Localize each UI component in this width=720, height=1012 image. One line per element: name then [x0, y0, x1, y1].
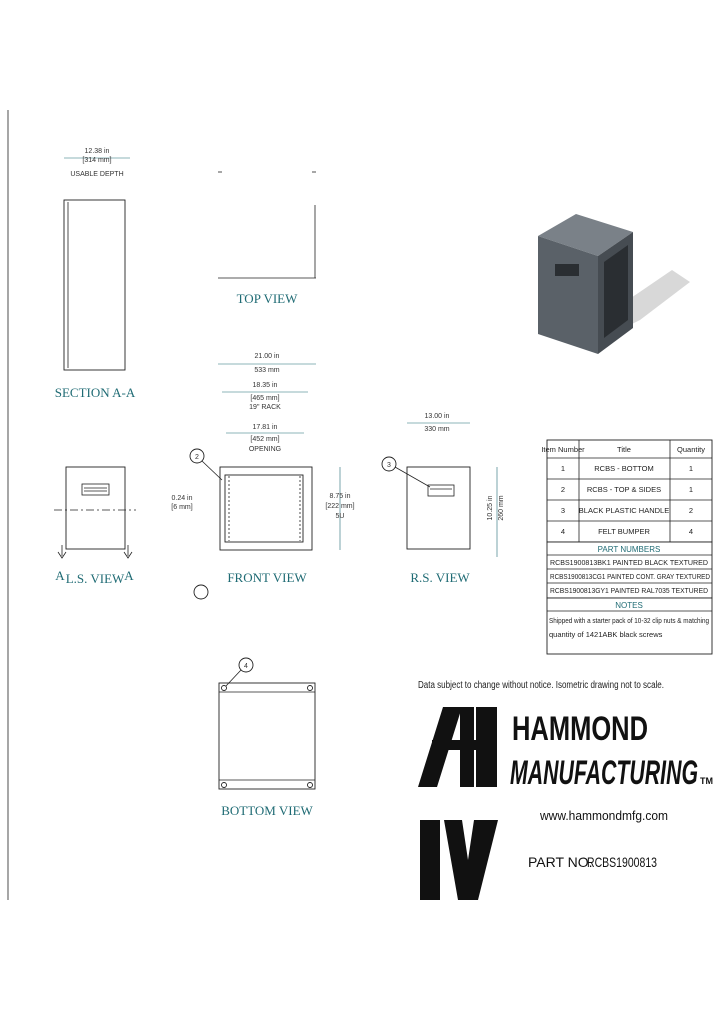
parts-table	[541, 440, 712, 542]
bottom-balloon-number: 4	[244, 663, 248, 670]
part-no-label: PART NO.	[528, 854, 593, 870]
website-url: www.hammondmfg.com	[539, 808, 668, 823]
side-offset-mm: [6 mm]	[171, 504, 193, 511]
height-units: 5U	[335, 513, 345, 520]
parts-header-item: Item Number	[541, 445, 585, 454]
section-marker-left: A	[55, 568, 65, 583]
front-opening	[225, 475, 303, 542]
ls-view-label: L.S. VIEW	[65, 571, 125, 586]
rs-handle-icon	[428, 485, 454, 496]
notes-title: NOTES	[615, 601, 643, 610]
enclosure-handle-icon	[555, 264, 579, 276]
section-marker-right: A	[124, 568, 134, 583]
hammond-logo	[418, 707, 498, 900]
part-number-row: RCBS1900813GY1 PAINTED RAL7035 TEXTURED	[550, 586, 709, 595]
parts-cell: BLACK PLASTIC HANDLE	[578, 506, 670, 515]
enclosure-side	[538, 236, 598, 354]
depth-in: 13.00 in	[424, 413, 450, 420]
top-view	[218, 172, 316, 306]
logo-stroke	[444, 820, 498, 900]
isometric-enclosure	[538, 214, 690, 354]
brand-name-line1: HAMMOND	[512, 710, 648, 748]
height-in: 8.75 in	[329, 493, 351, 500]
rail-width-mm: [465 mm]	[250, 395, 280, 402]
usable-depth-in: 12.38 in	[84, 148, 110, 155]
rail-width-in: 18.35 in	[252, 382, 278, 389]
rs-view	[382, 413, 505, 585]
section-view-label: SECTION A-A	[54, 385, 136, 400]
overall-width-mm: 533 mm	[254, 367, 280, 374]
section-arrow-left-icon	[58, 545, 66, 558]
side-offset-in: 0.24 in	[171, 495, 193, 502]
notes-line: Shipped with a starter pack of 10-32 clip nuts & matching	[549, 616, 709, 625]
parts-cell: 4	[560, 527, 566, 536]
part-number-row: RCBS1900813BK1 PAINTED BLACK TEXTURED	[550, 558, 709, 567]
trademark: TM	[700, 776, 713, 786]
bottom-body	[219, 683, 315, 789]
parts-cell: FELT BUMPER	[598, 527, 650, 536]
opening-mm: [452 mm]	[250, 436, 280, 443]
front-balloon-number: 2	[195, 454, 199, 461]
part-numbers-table	[547, 542, 712, 598]
parts-cell: 2	[560, 485, 566, 494]
parts-cell: 1	[688, 464, 694, 473]
logo-stroke	[420, 820, 440, 900]
depth-mm: 330 mm	[424, 426, 450, 433]
bottom-view-label: BOTTOM VIEW	[221, 803, 313, 818]
top-view-label: TOP VIEW	[236, 291, 298, 306]
part-no-value: RCBS1900813	[587, 854, 658, 870]
logo-crossbar	[432, 740, 496, 750]
front-balloon-leader	[202, 461, 222, 480]
rs-height-in: 10.25 in	[487, 495, 494, 521]
section-a-a-view	[55, 148, 136, 400]
parts-cell: RCBS - TOP & SIDES	[586, 485, 662, 494]
opening-label: OPENING	[248, 446, 282, 453]
section-body	[64, 200, 125, 370]
parts-cell: 1	[688, 485, 694, 494]
part-numbers-title: PART NUMBERS	[597, 545, 661, 554]
notes-box	[547, 598, 712, 654]
part-number-row: RCBS1900813CG1 PAINTED CONT. GRAY TEXTURED	[550, 572, 711, 581]
front-view	[171, 449, 354, 599]
felt-bumper-icon	[308, 783, 313, 788]
opening-in: 17.81 in	[252, 424, 278, 431]
overall-width-in: 21.00 in	[254, 353, 280, 360]
ls-body	[66, 467, 125, 549]
felt-bumper-icon	[222, 686, 227, 691]
parts-cell: 2	[688, 506, 694, 515]
usable-depth-mm: [314 mm]	[82, 157, 112, 164]
ls-handle-icon	[82, 484, 109, 495]
parts-header-title: Title	[617, 445, 631, 454]
parts-cell: RCBS - BOTTOM	[594, 464, 654, 473]
rs-view-label: R.S. VIEW	[410, 570, 470, 585]
felt-bumper-icon	[222, 783, 227, 788]
notes-line: quantity of 1421ABK black screws	[549, 630, 663, 639]
ls-view	[54, 467, 136, 586]
rs-balloon-number: 3	[387, 462, 391, 469]
parts-cell: 1	[560, 464, 566, 473]
front-bottom-balloon	[194, 585, 208, 599]
parts-cell: 4	[688, 527, 694, 536]
parts-cell: 3	[560, 506, 566, 515]
usable-depth-label: USABLE DEPTH	[70, 171, 124, 178]
rs-height-mm: 260 mm	[498, 495, 505, 521]
brand-name-line2: MANUFACTURING	[510, 754, 698, 792]
front-view-label: FRONT VIEW	[227, 570, 307, 585]
parts-header-qty: Quantity	[677, 445, 705, 454]
rail-width-label: 19" RACK	[249, 404, 281, 411]
bottom-view	[219, 658, 315, 818]
disclaimer: Data subject to change without notice. Isometric drawing not to scale.	[418, 680, 664, 691]
height-mm: [222 mm]	[325, 503, 355, 510]
felt-bumper-icon	[308, 686, 313, 691]
front-dimensions	[218, 353, 316, 453]
